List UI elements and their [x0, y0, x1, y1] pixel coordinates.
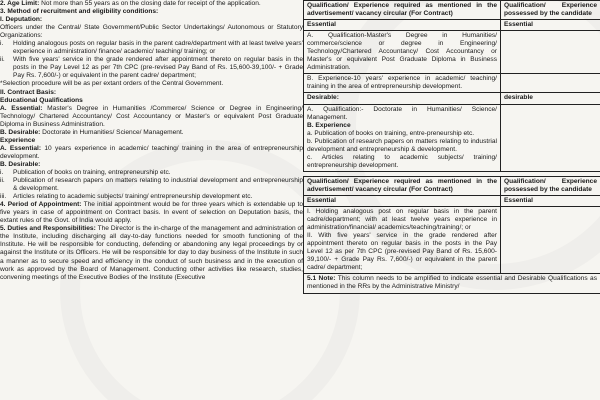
table-header-cell: Qualification/ Experience possessed by the candidate: [501, 1, 600, 20]
table-header-cell: Qualification/ Experience required as mentioned in the advertisement/ vacancy circular (For Contract): [304, 176, 501, 195]
table-cell: [501, 207, 600, 274]
table-row: [304, 93, 600, 104]
period-of-appointment: 4. Period of Appointment: The initial appointment would be for three years which is extendable up to five years in case of appointment on Contract basis. In event of selection on Deputation basis, the extant rules of the Govt. of India would apply.: [0, 201, 303, 225]
table-cell: Essential: [501, 195, 600, 206]
table-cell: [501, 31, 600, 74]
list-item: ii. Publication of research papers on matters relating to industrial development and entrepreneurship & development.: [0, 177, 303, 193]
contract-heading: II. Contract Basis:: [0, 88, 57, 96]
list-item: iii. Articles relating to academic subjects/ training/ entrepreneurship development etc.: [0, 193, 253, 201]
duties-and-responsibilities: 5. Duties and Responsibilities: The Director is the in-charge of the management and administration of the Institute, including discharging all day-to-day functions needed for smooth functioning of the Institute. He will be responsible for conducting, defending or abandoning any legal proceedings by or against the Institute or its Officers. He will be responsible for day to day business of the Institute in such a manner as to secure speed and efficiency in the conduct of such business and in the execution of work as approved by the Board of Management. Conducting other activities like research, studies, convening meetings of the Executive Bodies of the Institute (Executive: [0, 225, 303, 281]
table-row: [304, 20, 600, 31]
table-row: [304, 104, 600, 171]
list-item: ii. With five years' service in the grade rendered after appointment thereto on regular basis in the posts in the Pay Level 12 as per 7th CPC (pre-revised Pay Band of Rs. 15,600-39,100/- + Grade Pay Rs. 7,600/-) or equivalent in the parent cadre/ department;: [0, 56, 303, 80]
table-header-cell: Qualification/ Experience possessed by the candidate: [501, 176, 600, 195]
deputation-heading: I. Deputation:: [0, 16, 43, 24]
age-limit: 2. Age Limit: Not more than 55 years as on the closing date for receipt of the application.: [0, 0, 261, 7]
table-cell: [304, 274, 600, 293]
table-row: [304, 1, 600, 20]
list-item: i. Publication of books on training, entrepreneurship etc.: [0, 168, 171, 176]
edu-heading: Educational Qualifications: [0, 96, 83, 104]
table-row: [304, 176, 600, 195]
table-row: [304, 195, 600, 206]
table-row: [304, 207, 600, 274]
table-header-cell: Qualification/ Experience required as mentioned in the advertisement/ vacancy circular (For Contract): [304, 1, 501, 20]
table-cell: [501, 104, 600, 171]
table-row: [304, 74, 600, 93]
desirable-qualification: B. Desirable: Doctorate in Humanities/ Science/ Management.: [0, 128, 184, 136]
table-cell: Essential: [304, 195, 501, 206]
note: 5.1 Note: This column needs to be amplified to indicate essential and Desirable Qualifications as mentioned in the RRs by the Administrative Ministry/: [307, 275, 597, 291]
table-row: [304, 274, 600, 293]
essential-qualification: A. Essential: Master's Degree in Humanities /Commerce/ Science or Degree in Engineering/ Technology/ Chartered Accountancy/ Cost Accountancy or Master's or equivalent Post Graduate Diploma in Business Administration.: [0, 104, 303, 128]
essential-experience: A. Essential: 10 years experience in academic/ teaching/ training in the area of entrepreneurship development.: [0, 144, 303, 160]
table-cell: Essential: [304, 20, 501, 31]
table-cell: A. Qualification:- Doctorate in Humanities/ Science/ Management. B. Experience a. Publication of books on training, entre-preneurship etc. b. Publication of research papers on matters relating to industrial development and entrepreneurship & development. c. Articles relating to academic subjects/ training/ entrepreneurship development.: [304, 104, 501, 171]
table-cell: A. Qualification-Master's Degree in Humanities/ commerce/science or degree in Engineering/ Technology/Chartered Accountancy/ Cost Accountancy or Master's or equivalent Post Graduate Diploma in Business Administration.: [304, 31, 501, 74]
experience-heading: Experience: [0, 136, 36, 144]
desirable-experience-heading: B. Desirable:: [0, 160, 41, 168]
table-cell: I. Holding analogous post on regular basis in the parent cadre/department; with at least twelve years experience in administration/financial/ academics/teaching/training/; or II. With five years' service in the grade rendered after appointment thereto on regular basis in the posts in the Pay Level 12 as per 7th CPC (pre-revised Pay Band of Rs. 15,600-39,100/- + Grade Pay Rs. 7,600/-) or equivalent in the parent cadre/ department;: [304, 207, 501, 274]
list-item: i. Holding analogous posts on regular basis in the parent cadre/department with at least twelve years' experience in administration/ finance/ academic/ teaching/ training; or: [0, 40, 303, 56]
table-cell: [501, 74, 600, 93]
right-column: [303, 0, 600, 400]
table-cell: B. Experience-10 years' experience in academic/ teaching/ training in the area of entrepreneurship development.: [304, 74, 501, 93]
table-cell: Essential: [501, 20, 600, 31]
selection-note: *Selection procedure will be as per extant orders of the Central Government.: [0, 80, 224, 88]
qualification-table-deputation: [303, 176, 600, 294]
table-cell: Desirable:: [304, 93, 501, 104]
method-heading: 3. Method of recruitment and eligibility conditions:: [0, 8, 159, 16]
table-cell: desirable: [501, 93, 600, 104]
table-row: [304, 31, 600, 74]
deputation-intro: Officers under the Central/ State Government/Public Sector Undertakings/ Autonomous or Statutory Organizations:: [0, 24, 303, 40]
qualification-table-contract: [303, 0, 600, 172]
